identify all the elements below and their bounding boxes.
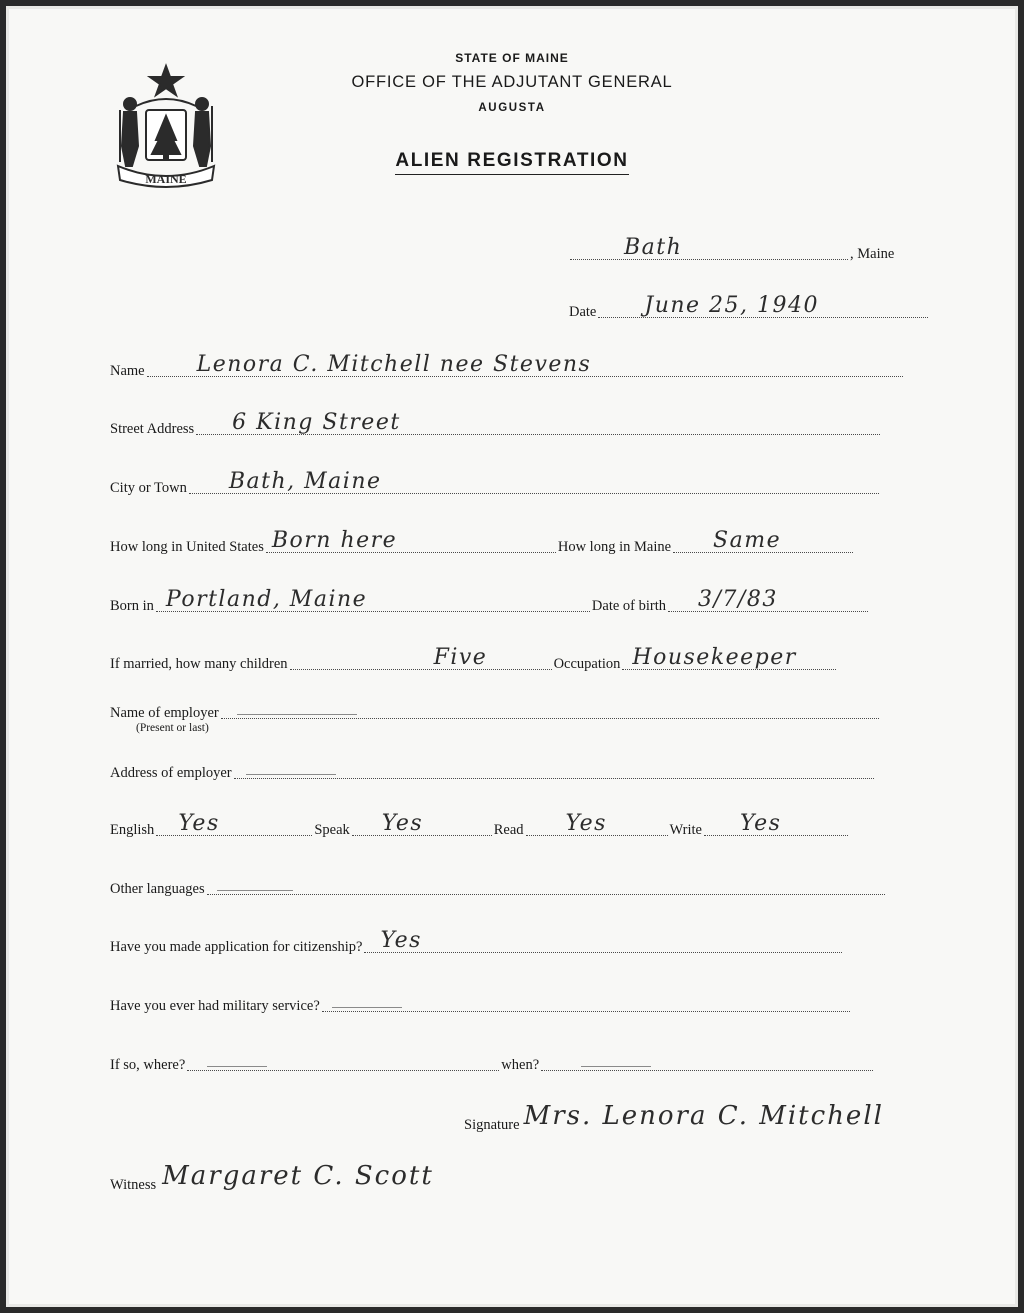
other-languages-row: [110, 876, 887, 898]
how-long-maine-value: Same: [713, 528, 782, 553]
signature-field[interactable]: [522, 1101, 970, 1131]
employer-address-field[interactable]: [234, 760, 874, 779]
children-label: If married, how many children: [110, 656, 288, 672]
english-value: Yes: [178, 811, 220, 836]
write-field[interactable]: [704, 811, 848, 836]
speak-label: Speak: [314, 822, 350, 838]
write-label: Write: [669, 822, 702, 838]
signature-label: Signature: [464, 1117, 520, 1133]
witness-value: Margaret C. Scott: [162, 1161, 434, 1191]
signature-value: Mrs. Lenora C. Mitchell: [523, 1101, 884, 1131]
pen-stroke: [237, 714, 357, 715]
office-heading: OFFICE OF THE ADJUTANT GENERAL: [351, 73, 673, 91]
english-field[interactable]: [156, 811, 312, 836]
occupation-field[interactable]: [622, 645, 836, 670]
street-address-value: 6 King Street: [232, 410, 401, 435]
service-details-row: [110, 1052, 875, 1074]
other-languages-label: Other languages: [110, 881, 205, 897]
pen-stroke: [332, 1007, 402, 1008]
city-or-town-label: City or Town: [110, 480, 187, 496]
city-or-town-row: [110, 469, 881, 497]
date-of-birth-value: 3/7/83: [698, 587, 778, 612]
how-long-us-field[interactable]: [266, 528, 556, 553]
read-label: Read: [493, 822, 524, 838]
witness-row: [110, 1161, 590, 1194]
when-field[interactable]: [541, 1052, 873, 1071]
date-of-birth-label: Date of birth: [591, 598, 666, 614]
street-address-label: Street Address: [110, 421, 195, 437]
citizenship-row: [110, 928, 844, 956]
signature-row: [464, 1101, 972, 1134]
employer-address-label: Address of employer: [110, 765, 232, 781]
date-of-birth-field[interactable]: [668, 587, 868, 612]
english-row: [110, 811, 850, 839]
how-long-maine-field[interactable]: [673, 528, 853, 553]
street-address-row: [110, 410, 882, 438]
date-label: Date: [569, 304, 597, 320]
pen-stroke: [581, 1066, 651, 1067]
birth-row: [110, 587, 870, 615]
citizenship-value: Yes: [380, 928, 422, 953]
date-value: June 25, 1940: [644, 293, 820, 318]
name-row: [110, 352, 905, 380]
write-value: Yes: [739, 811, 782, 836]
employer-address-row: [110, 760, 876, 782]
occupation-value: Housekeeper: [632, 645, 797, 670]
military-row: [110, 993, 852, 1015]
children-field[interactable]: [290, 645, 552, 670]
name-label: Name: [110, 363, 145, 379]
children-value: Five: [433, 645, 488, 670]
name-value: Lenora C. Mitchell nee Stevens: [196, 352, 592, 377]
military-label: Have you ever had military service?: [110, 998, 320, 1014]
speak-field[interactable]: [352, 811, 492, 836]
pen-stroke: [207, 1066, 267, 1067]
form-title: ALIEN REGISTRATION: [0, 150, 1024, 172]
speak-value: Yes: [381, 811, 424, 836]
born-in-value: Portland, Maine: [165, 587, 368, 612]
employer-label-wrap: [110, 705, 219, 734]
name-field[interactable]: [147, 352, 903, 377]
town-field[interactable]: [570, 235, 848, 260]
english-label: English: [110, 822, 155, 838]
citizenship-field[interactable]: [364, 928, 842, 953]
witness-label: Witness: [110, 1177, 157, 1193]
read-field[interactable]: [526, 811, 668, 836]
how-long-us-value: Born here: [271, 528, 398, 553]
pen-stroke: [217, 890, 293, 891]
city-or-town-value: Bath, Maine: [228, 469, 382, 494]
where-label: If so, where?: [110, 1057, 186, 1073]
children-occupation-row: [110, 645, 838, 673]
born-in-label: Born in: [110, 598, 154, 614]
town-value: Bath: [624, 235, 683, 260]
city-or-town-field[interactable]: [189, 469, 879, 494]
when-label: when?: [501, 1057, 540, 1073]
town-suffix-label: , Maine: [850, 246, 895, 262]
street-address-field[interactable]: [196, 410, 880, 435]
town-row: [568, 235, 895, 263]
military-field[interactable]: [322, 993, 850, 1012]
employer-label: Name of employer: [110, 705, 219, 721]
occupation-label: Occupation: [553, 656, 621, 672]
employer-field[interactable]: [221, 700, 879, 719]
date-field[interactable]: [598, 293, 928, 318]
date-row: [569, 293, 930, 321]
city-heading: AUGUSTA: [478, 102, 546, 114]
residence-duration-row: [110, 528, 855, 556]
pen-stroke: [246, 774, 336, 775]
state-heading: STATE OF MAINE: [455, 51, 569, 65]
born-in-field[interactable]: [156, 587, 590, 612]
where-field[interactable]: [187, 1052, 499, 1071]
employer-sublabel: (Present or last): [136, 722, 209, 734]
how-long-us-label: How long in United States: [110, 539, 264, 555]
how-long-maine-label: How long in Maine: [557, 539, 672, 555]
witness-field[interactable]: [158, 1161, 588, 1191]
seal-banner-text: MAINE: [145, 172, 187, 186]
read-value: Yes: [565, 811, 607, 836]
employer-row: [110, 700, 881, 734]
other-languages-field[interactable]: [207, 876, 885, 895]
citizenship-label: Have you made application for citizenship?: [110, 939, 363, 955]
